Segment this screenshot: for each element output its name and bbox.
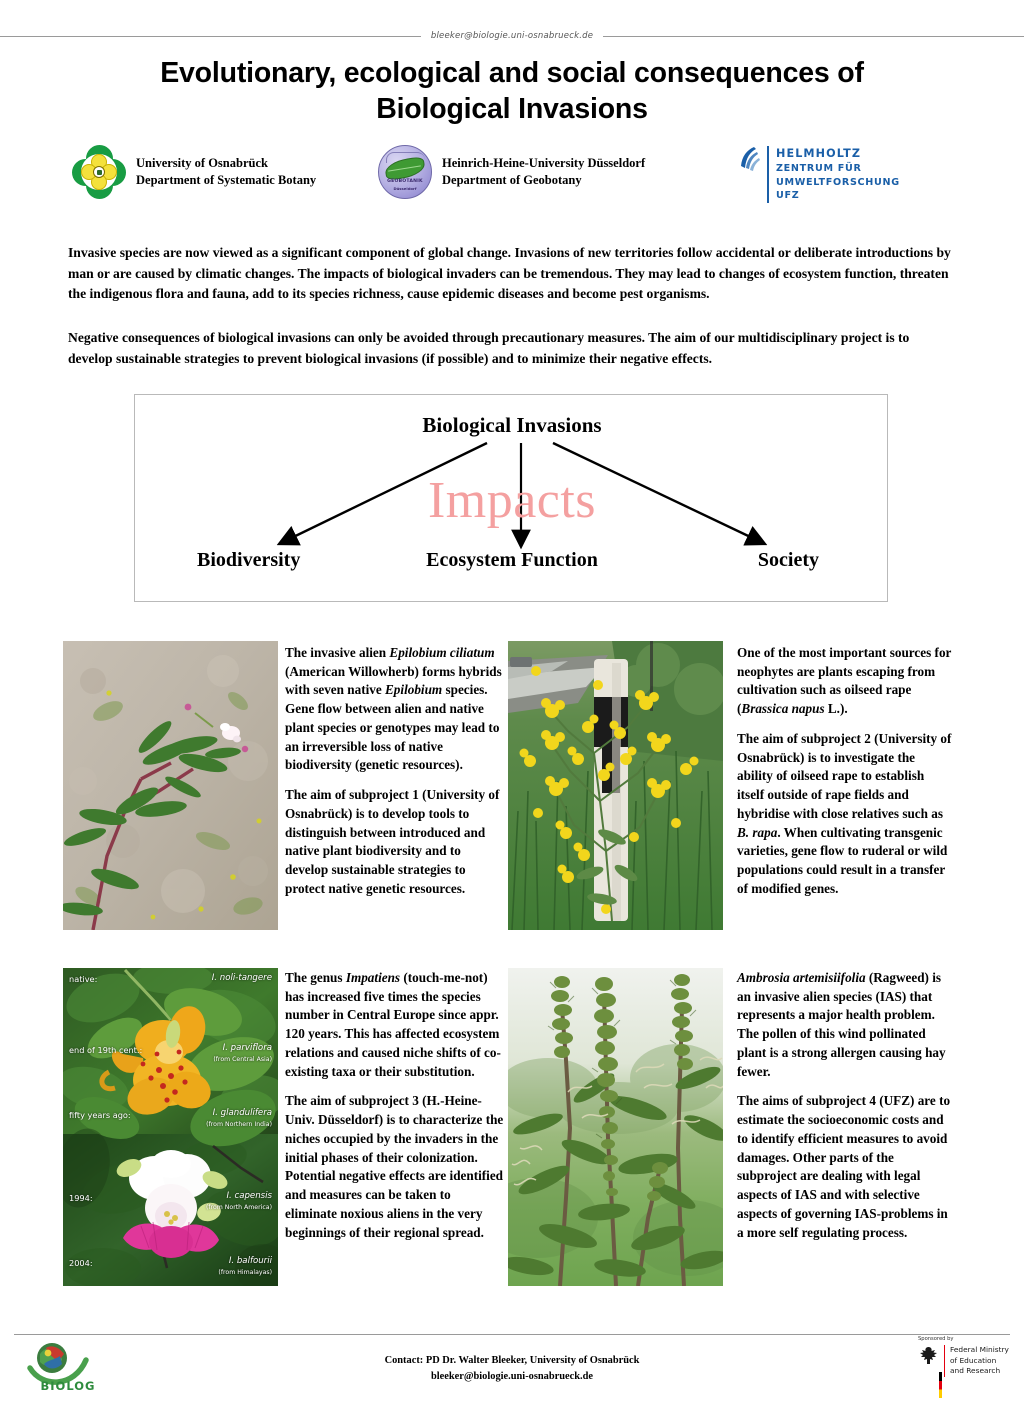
subproject-2-text	[737, 644, 953, 899]
impatiens-label-species-4: I. balfourii	[228, 1256, 272, 1266]
footer-contact	[262, 1353, 762, 1385]
intro-paragraph-2: Negative consequences of biological invasions can only be avoided through precautionary measures. The aim of our multidisciplinary project is to develop sustainable strategies to prevent biological invasions (if possible) and to minimize their negative effects.	[68, 330, 910, 366]
impatiens-label-time-0: native:	[69, 974, 98, 984]
header-email: bleeker@biologie.uni-osnabrueck.de	[430, 31, 594, 41]
diagram-branch-ecosystem-function: Ecosystem Function	[426, 549, 598, 571]
impatiens-label-origin-2: (from Northern India)	[206, 1121, 272, 1128]
affiliation-osnabrueck	[72, 145, 316, 199]
impatiens-label-species-0: I. noli-tangere	[211, 973, 272, 983]
impatiens-label-species-2: I. glandulifera	[212, 1108, 272, 1118]
federal-ministry-text	[944, 1345, 1009, 1377]
impatiens-label-time-4: 2004:	[69, 1258, 93, 1268]
impatiens-label-species-1: I. parviflora	[222, 1043, 272, 1053]
subproject-1-paragraph-2: The aim of subproject 1 (University of Osnabrück) is to develop tools to distinguish between introduced and native plant biodiversity and to develop sustainable strategies to protect native genetic resources.	[285, 787, 500, 896]
diagram-branch-society: Society	[757, 549, 819, 571]
affiliation-osnabrueck-line2: Department of Systematic Botany	[136, 173, 317, 187]
page-title-line2: Biological Invasions	[376, 92, 648, 125]
impatiens-label-origin-4: (from Himalayas)	[218, 1269, 272, 1276]
subproject-3-paragraph-1: The genus Impatiens (touch-me-not) has increased five times the species number in Central Europe since appr. 120 years. This has affected ecosystem relations and caused niche shifts of co-existing taxa or their substitution.	[285, 970, 501, 1079]
helmholtz-brand: HELMHOLTZ	[776, 147, 862, 160]
affiliation-ufz	[740, 146, 900, 203]
geobotanik-emblem-line1: GEOBOTANIK	[387, 179, 423, 184]
diagram-top-node: Biological Invasions	[422, 413, 602, 437]
helmholtz-swoosh-icon	[740, 146, 760, 172]
geobotanik-emblem-line2: Düsseldorf	[393, 186, 417, 191]
top-header-bar	[0, 26, 1024, 46]
oilseed-rape-photo	[508, 641, 723, 930]
page-title	[72, 56, 952, 128]
affiliation-osnabrueck-line1: University of Osnabrück	[136, 156, 268, 171]
header-rule-left	[0, 36, 421, 37]
subproject-3-paragraph-2: The aim of subproject 3 (H.-Heine-Univ. Düsseldorf) is to characterize the niches occupied by the invaders in the initial phases of their colonization. Potential negative effects are identified and measures can be taken to eliminate noxious aliens in the very beginnings of their regional spread.	[285, 1093, 504, 1240]
footer-divider	[14, 1334, 1010, 1335]
federal-eagle-icon	[919, 1345, 938, 1367]
helmholtz-ufz-text	[767, 146, 900, 203]
university-of-osnabrueck-flower-icon	[72, 145, 126, 199]
subproject-2-paragraph-1: One of the most important sources for neophytes are plants escaping from cultivation such as oilseed rape (Brassica napus L.).	[737, 645, 952, 717]
diagram-center-word: Impacts	[427, 472, 597, 529]
header-rule-right	[603, 36, 1024, 37]
geobotanik-duesseldorf-icon	[378, 145, 432, 199]
ambrosia-ragweed-photo	[508, 968, 723, 1286]
diagram-branch-biodiversity: Biodiversity	[197, 549, 301, 571]
ufz-line2: UMWELTFORSCHUNG	[776, 176, 900, 188]
ministry-line2: of Education	[950, 1355, 997, 1365]
german-flag-bar	[939, 1372, 942, 1398]
impatiens-label-time-1: end of 19th cent.:	[69, 1045, 143, 1055]
ufz-line1: ZENTRUM FÜR	[776, 162, 862, 174]
sponsored-by-label: Sponsored by	[918, 1336, 954, 1342]
subproject-1-paragraph-1: The invasive alien Epilobium ciliatum (American Willowherb) forms hybrids with seven native Epilobium species. Gene flow between alien and native plant species or genotypes may lead to an irreversible loss of native biodiversity (genetic resources).	[285, 645, 502, 773]
subproject-2-paragraph-2: The aim of subproject 2 (University of Osnabrück) is to investigate the ability of oilseed rape to establish itself outside of rape fields and hybridise with close relatives such as B. rapa. When cultivating transgenic varieties, gene flow to ruderal or wild populations could result in a transfer of modified genes.	[737, 730, 952, 896]
impatiens-montage-photo	[63, 968, 278, 1286]
epilobium-ciliatum-photo	[63, 641, 278, 930]
biolog-logo-label: BIOLOG	[40, 1379, 96, 1393]
impatiens-label-origin-3: (from North America)	[206, 1204, 272, 1211]
intro-paragraph-1: Invasive species are now viewed as a significant component of global change. Invasions of new territories follow accidental or deliberate introductions by man or are caused by climatic changes. The impacts of biological invaders can be tremendous. They may lead to changes of ecosystem function, threaten the indigenous flora and fauna, add to its species richness, cause epidemic diseases and become pest organisms.	[68, 245, 951, 302]
ministry-line1: Federal Ministry	[950, 1345, 1009, 1354]
subproject-4-text	[737, 969, 953, 1242]
subproject-3-text	[285, 969, 505, 1242]
impatiens-label-time-3: 1994:	[69, 1193, 93, 1203]
affiliation-logo-row	[0, 143, 1024, 211]
affiliation-duesseldorf-line2: Department of Geobotany	[442, 173, 582, 187]
subproject-4-paragraph-2: The aims of subproject 4 (UFZ) are to estimate the socioeconomic costs and to identify efficient measures to avoid damages. Other parts of the subproject are dealing with legal aspects of IAS and with selective aspects of governing IAS-problems in a more self regulating process.	[737, 1093, 951, 1240]
impatiens-label-origin-1: (from Central Asia)	[213, 1056, 272, 1063]
ministry-line3: and Research	[950, 1366, 1001, 1376]
page-title-line1: Evolutionary, ecological and social consequences of	[160, 57, 864, 89]
ufz-line3: UFZ	[776, 190, 800, 202]
footer-contact-line1: Contact: PD Dr. Walter Bleeker, University of Osnabrück	[384, 1355, 640, 1366]
impatiens-label-species-3: I. capensis	[226, 1191, 272, 1201]
subproject-1-text	[285, 644, 505, 899]
impacts-diagram	[134, 394, 888, 602]
impatiens-label-time-2: fifty years ago:	[69, 1110, 131, 1120]
affiliation-duesseldorf-text	[442, 155, 645, 188]
affiliation-osnabrueck-text	[136, 155, 316, 188]
subproject-4-paragraph-1: Ambrosia artemisiifolia (Ragweed) is an invasive alien species (IAS) that represents a major health problem. The pollen of this wind pollinated plant is a strong allergen causing hay fewer.	[737, 970, 946, 1079]
footer-contact-email: bleeker@biologie.uni-osnabrueck.de	[430, 1371, 594, 1383]
affiliation-duesseldorf-line1: Heinrich-Heine-University Düsseldorf	[442, 156, 646, 171]
affiliation-duesseldorf	[378, 145, 645, 199]
